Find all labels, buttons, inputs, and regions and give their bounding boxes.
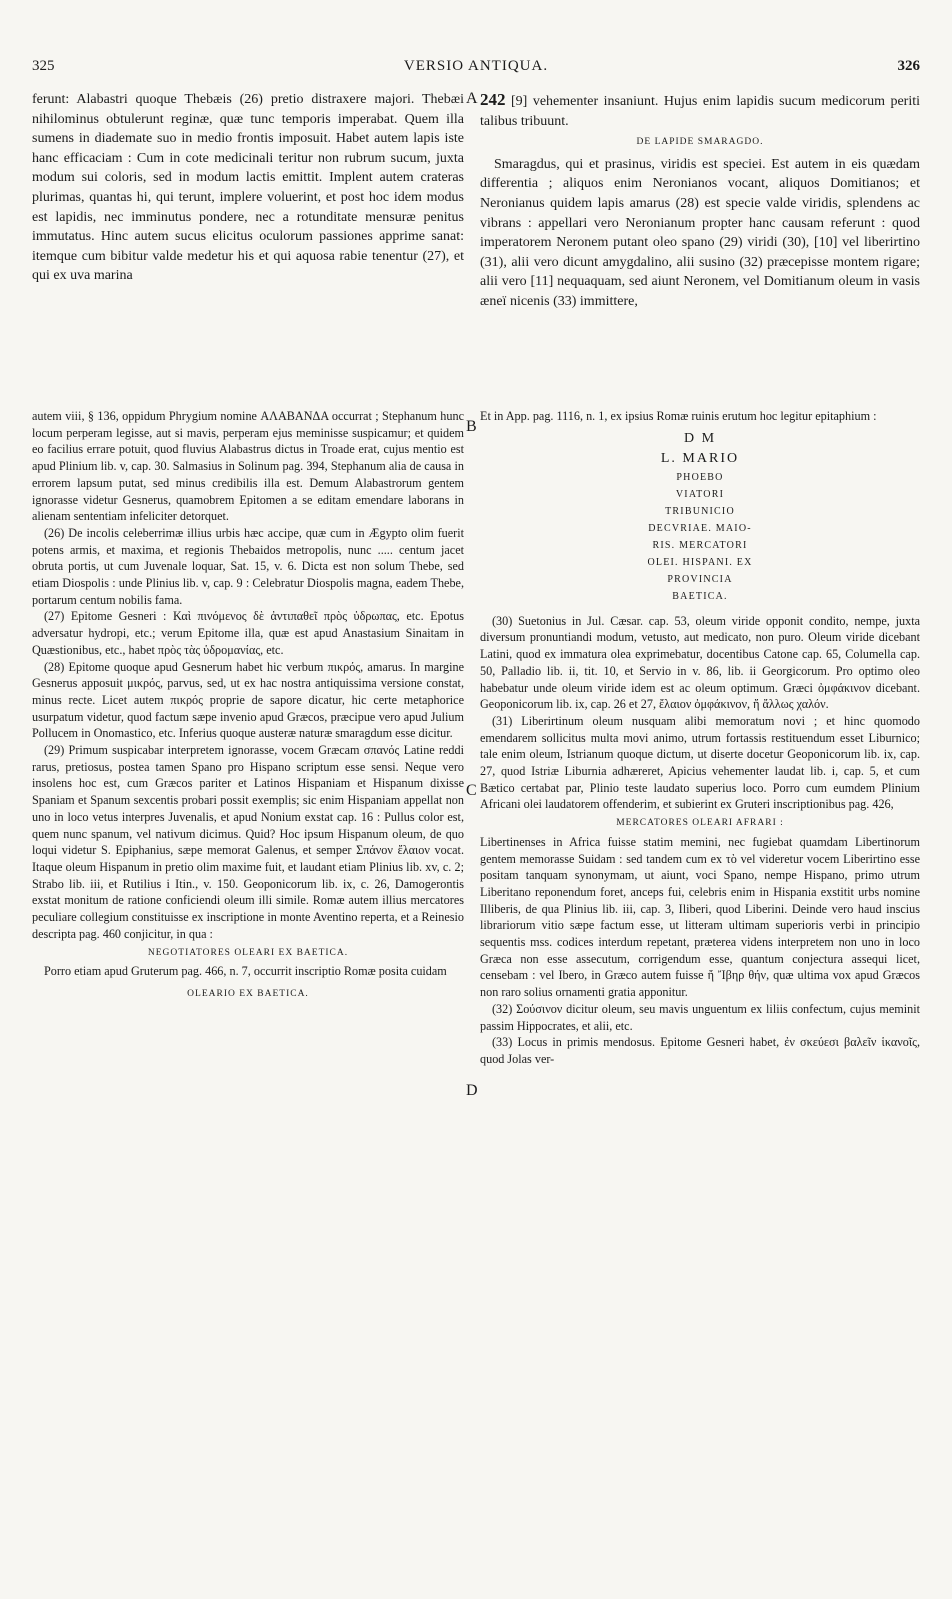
note-left-28: (28) Epitome quoque apud Gesnerum habet hic verbum πικρός, amarus. In margine Gesnerus apposuit μικρός, parvus, sed, ut ex hac nostra antiquissima versione constat, minus recte. Licet autem πικρός proprie de sapore dicatur, hic certe metaphorice usurpatum videtur, quod factum sæpe invenio apud Græcos, præcipue vero apud Julium Pollucem in Onomastico, etc. Inferius quoque austeræ naturæ smaragdum esse dicitur. xyxy=(32,659,464,741)
note-left-26: (26) De incolis celeberrimæ illius urbis hæc accipe, quæ cum in Ægypto olim fuerit potens armis, et maxima, et regionis Thebaidos metropolis, nunc ..... centum jacet obruta portis, ut cum Juvenale loquar, Sat. 15, v. 6. Dicta est non solum Thebe, sed etiam Diospolis : unde Plinius lib. v, cap. 9 : Celebratur Diospolis magna, eadem Thebe, portarum centum nobilis fama. xyxy=(32,525,464,607)
note-right-intro: Et in App. pag. 1116, n. 1, ex ipsius Romæ ruinis erutum hoc legitur epitaphium : xyxy=(480,409,877,423)
inscription-line: TRIBUNICIO xyxy=(665,505,735,517)
heading-smaragdo: DE LAPIDE SMARAGDO. xyxy=(636,137,764,148)
note-right-33: (33) Locus in primis mendosus. Epitome Gesneri habet, ἐν σκεύεσι βαλεῖν ἱκανοῖς, quod Jolas ver- xyxy=(480,1035,920,1066)
note-right-30: (30) Suetonius in Jul. Cæsar. cap. 53, oleum viride opponit condito, nempe, juxta diversum pronuntiandi modum, vetusto, aut medicato, non puro. Oleum viride dicebant Latini, quod ex immatura olea exprimebatur, docentibus Catone cap. 65, Columella cap. 50, Palladio lib. ii, tit. 10, et Servio in v. 86, lib. ii Georgicorum. Pro optimo oleo habebatur unde oleum viride idem est ac oleum optimum. Græci ὀμφάκινον dicebant. Geoponicorum lib. ix, cap. 26 et 27, ἔλαιον ὀμφάκινον, ἤ ἄλλως χαλόν. xyxy=(480,613,920,712)
left-page-number: 325 xyxy=(32,58,55,74)
inscription-line: VIATORI xyxy=(675,488,725,500)
note-right-libertinenses: Libertinenses in Africa fuisse statim memini, nec fugiebat quamdam Libertinorum gentem memorasse Suidam : sed tandem cum ex τὸ vel videretur vocem Liberirtino esse positam tanquam synonymam, ut aiunt, voci Spano, nempe Hispano, primo utrum Liberitano reponendum foret, anceps fui, celebris enim in Hispania exstitit urbs nomine Illiberis, de qua Plinius lib. iii, cap. 3, Iliberi, quod Liberini. Deinde vero haud inscius librariorum vitio sæpe factum esse, ut litteram ultimam superioris verbi in principio sequentis mss. codices interdum repetant, præterea videns interpretem non uno in loco Græca non esse assecutum, corrigendum esse, quantum conjectura assequi licet, censebam : vel Ibero, in Græco autem fuisse ἤ Ἴβηρ θήν, quæ ultima vox apud Græcos non raro solius ornamenti gratia apponitur. xyxy=(480,834,920,1000)
inscription-mario xyxy=(480,429,920,605)
margin-marker-c: C xyxy=(466,782,477,799)
main-text-left xyxy=(32,90,464,400)
note-left-porro: Porro etiam apud Gruterum pag. 466, n. 7, occurrit inscriptio Romæ posita cuidam xyxy=(44,964,447,979)
running-header xyxy=(32,58,920,78)
margin-marker-b: B xyxy=(466,418,477,435)
note-right-31: (31) Liberirtinum oleum nusquam alibi memoratum novi ; et hinc quomodo emendarem sollicitus multa movi animo, utrum fortassis restituendum esset Liburnico; tale enim oleum, Istrianum quoque dictum, ut diserte docetur Geoponicorum lib. ix, cap. 27, quod Istriæ Liburnia adhæreret, Apicius vehementer laudat lib. i, cap. 5, et cum Bætico certabat par, Plinio teste laudato superius loco. Porro cum eumdem Plinium Africani olei laudatorem offenderim, et subierint ex Gruteri inscriptionibus pag. 426, xyxy=(480,713,920,812)
running-title: VERSIO ANTIQUA. xyxy=(403,58,549,74)
right-page-number: 326 xyxy=(897,58,920,74)
margin-marker-a: A xyxy=(466,90,478,107)
inscription-line: L. MARIO xyxy=(660,450,740,466)
inscription-line: PROVINCIA xyxy=(667,573,733,585)
note-left-27: (27) Epitome Gesneri : Καὶ πινόμενος δὲ ἀντιπαθεῖ πρὸς ὑδρωπας, etc. Epotus adversatur hydropi, etc.; verum Epitome illa, quæ est apud Anastasium Sinaitam in Quæstionibus, etc., habet πρὸς τὰς ὑδρομανίας, etc. xyxy=(32,609,464,657)
main-text-right xyxy=(480,90,920,400)
inscription-line: BAETICA. xyxy=(672,590,728,602)
heading-mercatores: MERCATORES OLEARI AFRARI : xyxy=(616,818,784,829)
inscription-negotiatores: NEGOTIATORES OLEARI EX BAETICA. xyxy=(147,947,349,958)
inscription-line: DECVRIAE. MAIO- xyxy=(648,522,752,534)
main-paragraph-right-1: 242 [9] vehementer insaniunt. Hujus enim lapidis sucum medicorum periti talibus tribuunt. xyxy=(480,90,920,129)
inscription-line: D M xyxy=(683,430,717,446)
notes-left xyxy=(32,408,464,1588)
main-paragraph-left: ferunt: Alabastri quoque Thebæis (26) pretio distraxere majori. Thebæi nihilominus obtulerunt reginæ, quæ tunc temporis imperabat. Quem illa sumens in diademate suo in medio frontis imposuit. Habet autem lapis iste hanc efficaciam : Cum in cote medicinali teritur non rubrum sucum, juxta modum sui coloris, sed in modum lactis emittit. Implent autem crateras plurimas, quantas hi, qui terunt, implere voluerint, et post hoc idem modus est lapidis, nec imminutus pondere, nec a rotunditate mensuræ penitus immutatus. Hinc autem sucus elicitus oculorum passiones apprime sanat: itemque cum bibitur valde medetur his et qui aquosa rabie tenentur (27), et qui ex uva marina xyxy=(32,92,464,284)
inscription-line: PHOEBO xyxy=(676,471,724,483)
inscription-line: OLEI. HISPANI. EX xyxy=(647,556,753,568)
note-left-29: (29) Primum suspicabar interpretem ignorasse, vocem Græcam σπανός Latine reddi rarus, pretiosus, postea tamen Spano pro Hispano scriptum esse sensi. Neque vero insolens hoc est, cum Græcos pariter et Latinos Hispaniam et Hispanum dixisse Spaniam et Spanum sexcentis probari possit exemplis; sic enim Hispaniam appellat non uno in loco vetus interpres Juvenalis, et apud Nonium exstat cap. 16 : Pullus color est, quem nunc spanum, vel nativum dicimus. Quid? Hoc ipsum Hispanum oleum, de quo loqui videtur S. Epiphanius, sæpe memorat Galenus, et semper Σπάνον ἔλαιον vocat. Itaque oleum Hispanum in pretio olim maxime fuit, et laudant etiam Plinius lib. xv, c. 2; Strabo lib. iii, et Rutilius i Itin., v. 150. Geoponicorum lib. ix, c. 26, Damogerontis exstat monitum de ratione conficiendi oleum illi simile. Romæ autem illius mercatores peculiare collegium constituisse ex inscriptione in monte Aventino reperta, et a Reinesio descripta pag. 460 conjicitur, in qua : xyxy=(32,743,464,941)
margin-marker-d: D xyxy=(466,1082,478,1099)
inscription-line: RIS. MERCATORI xyxy=(652,539,748,551)
column-number-242: 242 xyxy=(480,90,506,109)
inscription-oleario: OLEARIO EX BAETICA. xyxy=(187,988,309,999)
note-right-32: (32) Σούσινον dicitur oleum, seu mavis unguentum ex liliis confectum, cujus meminit passim Hippocrates, et alii, etc. xyxy=(480,1001,920,1033)
note-left-0: autem viii, § 136, oppidum Phrygium nomine ΑΛΑΒΑΝΔΑ occurrat ; Stephanum hunc locum perperam legisse, aut si mavis, perperam ejus meminisse suspicamur; et quidem eo facilius errare potuit, quod fluvius Alabastrus dictus in Troade erat, cujus mentio est apud Plinium lib. v, cap. 30. Salmasius in Solinum pag. 394, Stephanum alia de causa in errorem lapsum putat, sed minus credibilis illa est. Demum Alabastrorum gentem ignorasse videtur Gesnerus, quamobrem Epitomen a se editam emendare laborans in alienam sententiam infeliciter detorquet. xyxy=(32,409,464,524)
notes-right xyxy=(480,408,920,1588)
main-paragraph-right-2: Smaragdus, qui et prasinus, viridis est speciei. Est autem in eis quædam differentia ; aliquos enim Neronianos vocant, aliquos Domitianos; et Neronianus quidem lapis amarus (28) est specie valde viridis, splendens ac vibrans : appellari vero Neronianum propter hanc causam referunt : quod imperatorem Neronem putant oleo spano (29) viridi (30), [10] vel liberirtino (31), alii vero dicunt amygdalino, alii susino (32) præcepisse montem rigare; alii vero [11] nequaquam, sed aiunt Neronem, vel Domitianum oleum in vasis æneï nicenis (33) immittere, xyxy=(480,156,920,309)
